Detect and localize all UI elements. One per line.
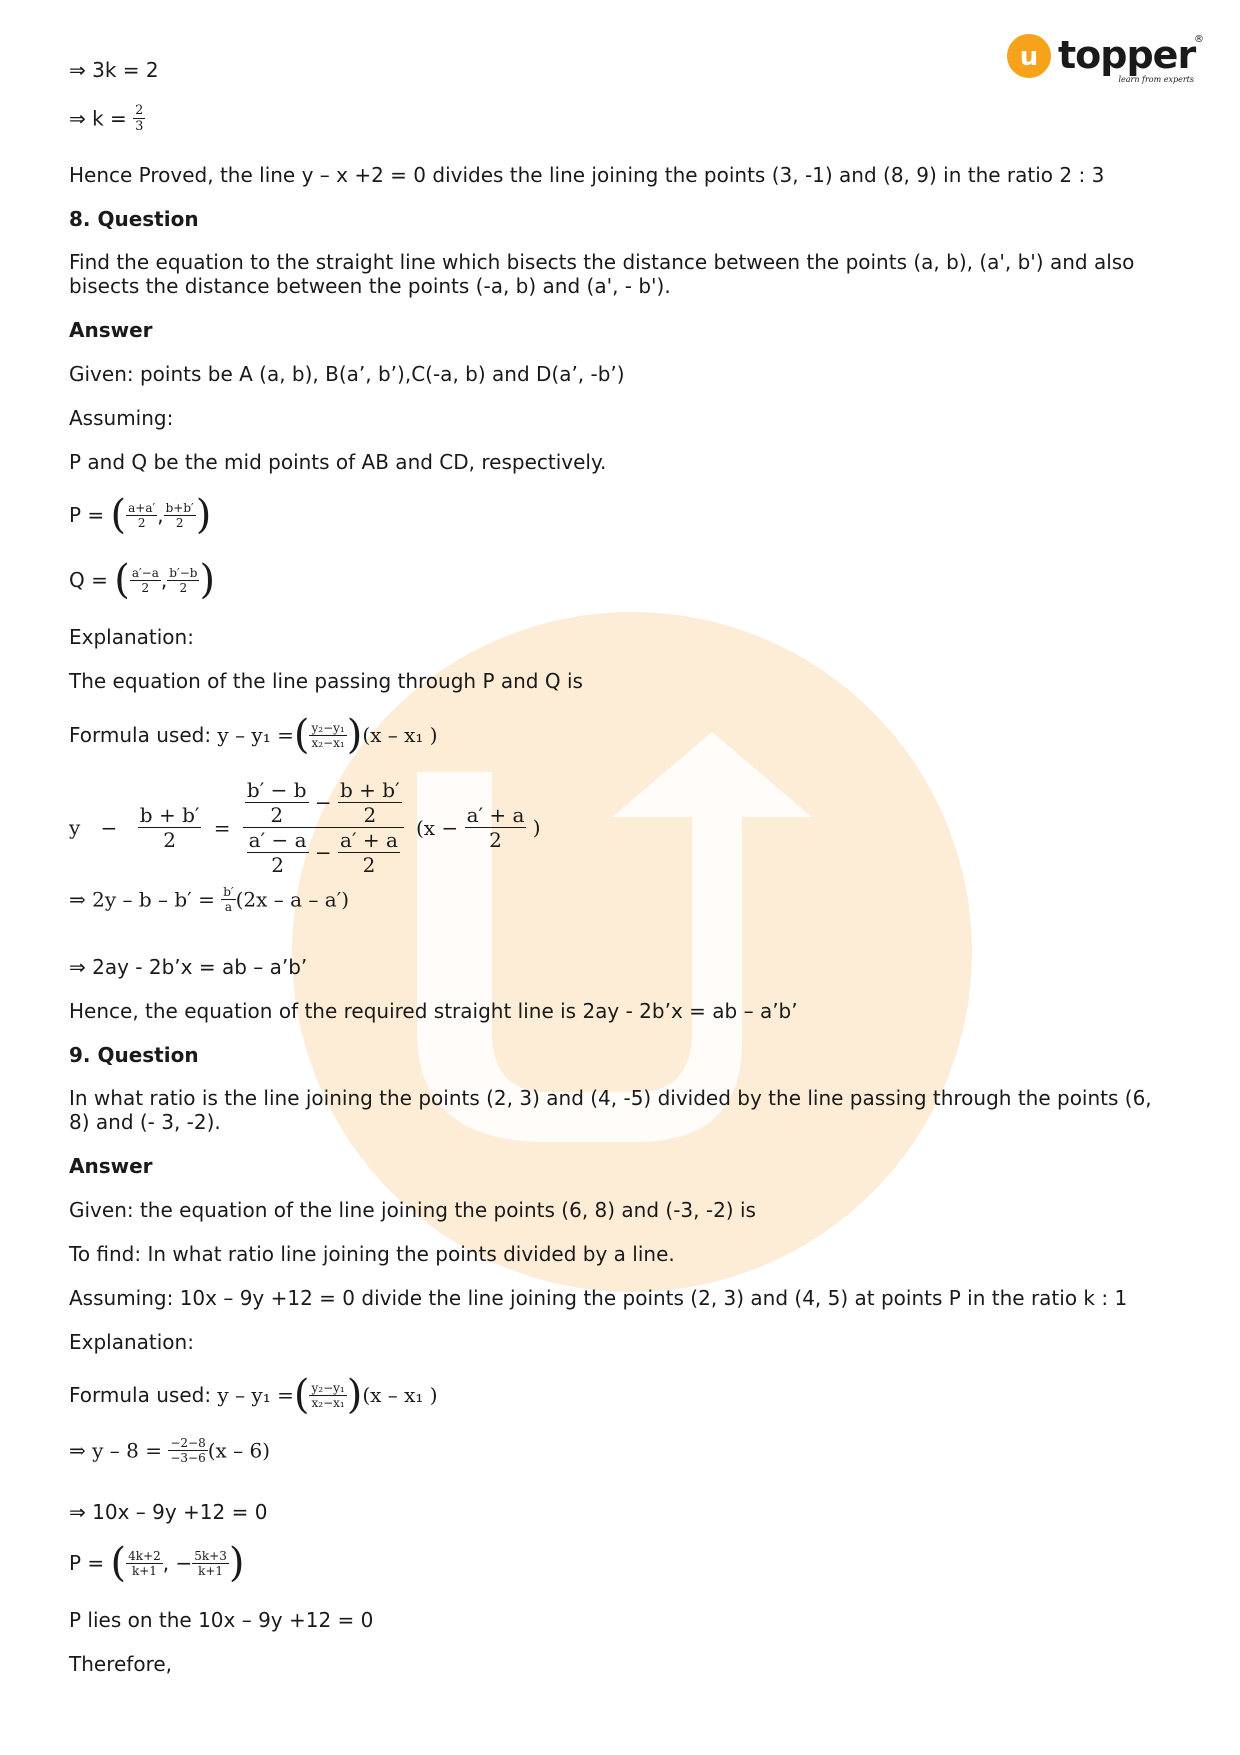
step-k: ⇒ k = $\frac{2}{3}$: [69, 103, 144, 134]
step-y-8: ⇒ y – 8 = $\frac{-2-8}{-3-6}$ (x – 6): [69, 1436, 271, 1465]
therefore-label: Therefore,: [69, 1652, 173, 1676]
step-2y: ⇒ 2y – b – b′ = $\frac{b'}{a}$ (2x – a – a′): [69, 885, 350, 914]
answer-heading-2: Answer: [69, 1154, 153, 1178]
step-2ay: ⇒ 2ay - 2b’x = ab – a’b’: [69, 955, 308, 979]
p-section-point: P = ( $\frac{4k+2}{k+1}$ , − $\frac{5k+3}{k+1}$ ): [69, 1540, 245, 1586]
given-points: Given: points be A (a, b), B(a’, b’),C(-a, b) and D(a’, -b’): [69, 362, 625, 386]
given-line: Given: the equation of the line joining the points (6, 8) and (-3, -2) is: [69, 1198, 756, 1222]
question-8-text: Find the equation to the straight line which bisects the distance between the points (a, b), (a', b') and also bisects the distance between the points (-a, b) and (a', - b').: [69, 250, 1135, 298]
step-3k: ⇒ 3k = 2: [69, 58, 159, 82]
logo-text: topper: [1058, 33, 1196, 77]
to-find: To find: In what ratio line joining the points divided by a line.: [69, 1242, 675, 1266]
registered-mark: ®: [1194, 34, 1204, 45]
p-lies-on: P lies on the 10x – 9y +12 = 0: [69, 1608, 374, 1632]
utopper-logo: [1006, 30, 1206, 90]
formula-used: Formula used: y – y₁ =( $\frac{\text{y₂−y₁}}{\text{x₂−x₁}}$ )(x – x₁ ): [69, 712, 438, 758]
equation-statement: The equation of the line passing through P and Q is: [69, 669, 583, 693]
question-8-conclusion: Hence, the equation of the required straight line is 2ay - 2b’x = ab – a’b’: [69, 999, 798, 1023]
midpoints-statement: P and Q be the mid points of AB and CD, respectively.: [69, 450, 607, 474]
explanation-label: Explanation:: [69, 625, 194, 649]
p-midpoint: P = ( $\frac{a+a'}{2}$ , $\frac{b+b'}{2}$ ): [69, 492, 212, 538]
proof-conclusion: Hence Proved, the line y – x +2 = 0 divides the line joining the points (3, -1) and (8, 9) in the ratio 2 : 3: [69, 163, 1105, 187]
answer-heading: Answer: [69, 318, 153, 342]
logo-tagline: learn from experts: [1118, 75, 1194, 84]
formula-used-2: Formula used: y – y₁ =( $\frac{\text{y₂−y₁}}{\text{x₂−x₁}}$ )(x – x₁ ): [69, 1372, 438, 1418]
question-8-heading: 8. Question: [69, 207, 199, 231]
logo-letter: u: [1019, 42, 1039, 72]
assuming-label: Assuming:: [69, 406, 174, 430]
question-9-heading: 9. Question: [69, 1043, 199, 1067]
q-midpoint: Q = ( $\frac{a'-a}{2}$ , $\frac{b'-b}{2}$ ): [69, 557, 216, 603]
substituted-equation: y − $\frac{b + b'}{2}$ = $\frac{b' - b}{2}$ − $\frac{b + b'}{2}$ $\frac{a' - a}{2}$ − $\frac{a' + a}{2}$ (x − $\frac{a' + a}{2}$ ): [69, 778, 541, 877]
compound-slope: $\frac{b' - b}{2}$ − $\frac{b + b'}{2}$ $\frac{a' - a}{2}$ − $\frac{a' + a}{2}$: [243, 778, 404, 877]
step-10x: ⇒ 10x – 9y +12 = 0: [69, 1500, 268, 1524]
question-9-text: In what ratio is the line joining the points (2, 3) and (4, -5) divided by the line passing through the points (6, 8) and (- 3, -2).: [69, 1086, 1152, 1134]
assuming-ratio: Assuming: 10x – 9y +12 = 0 divide the line joining the points (2, 3) and (4, 5) at points P in the ratio k : 1: [69, 1286, 1128, 1310]
explanation-label-2: Explanation:: [69, 1330, 194, 1354]
